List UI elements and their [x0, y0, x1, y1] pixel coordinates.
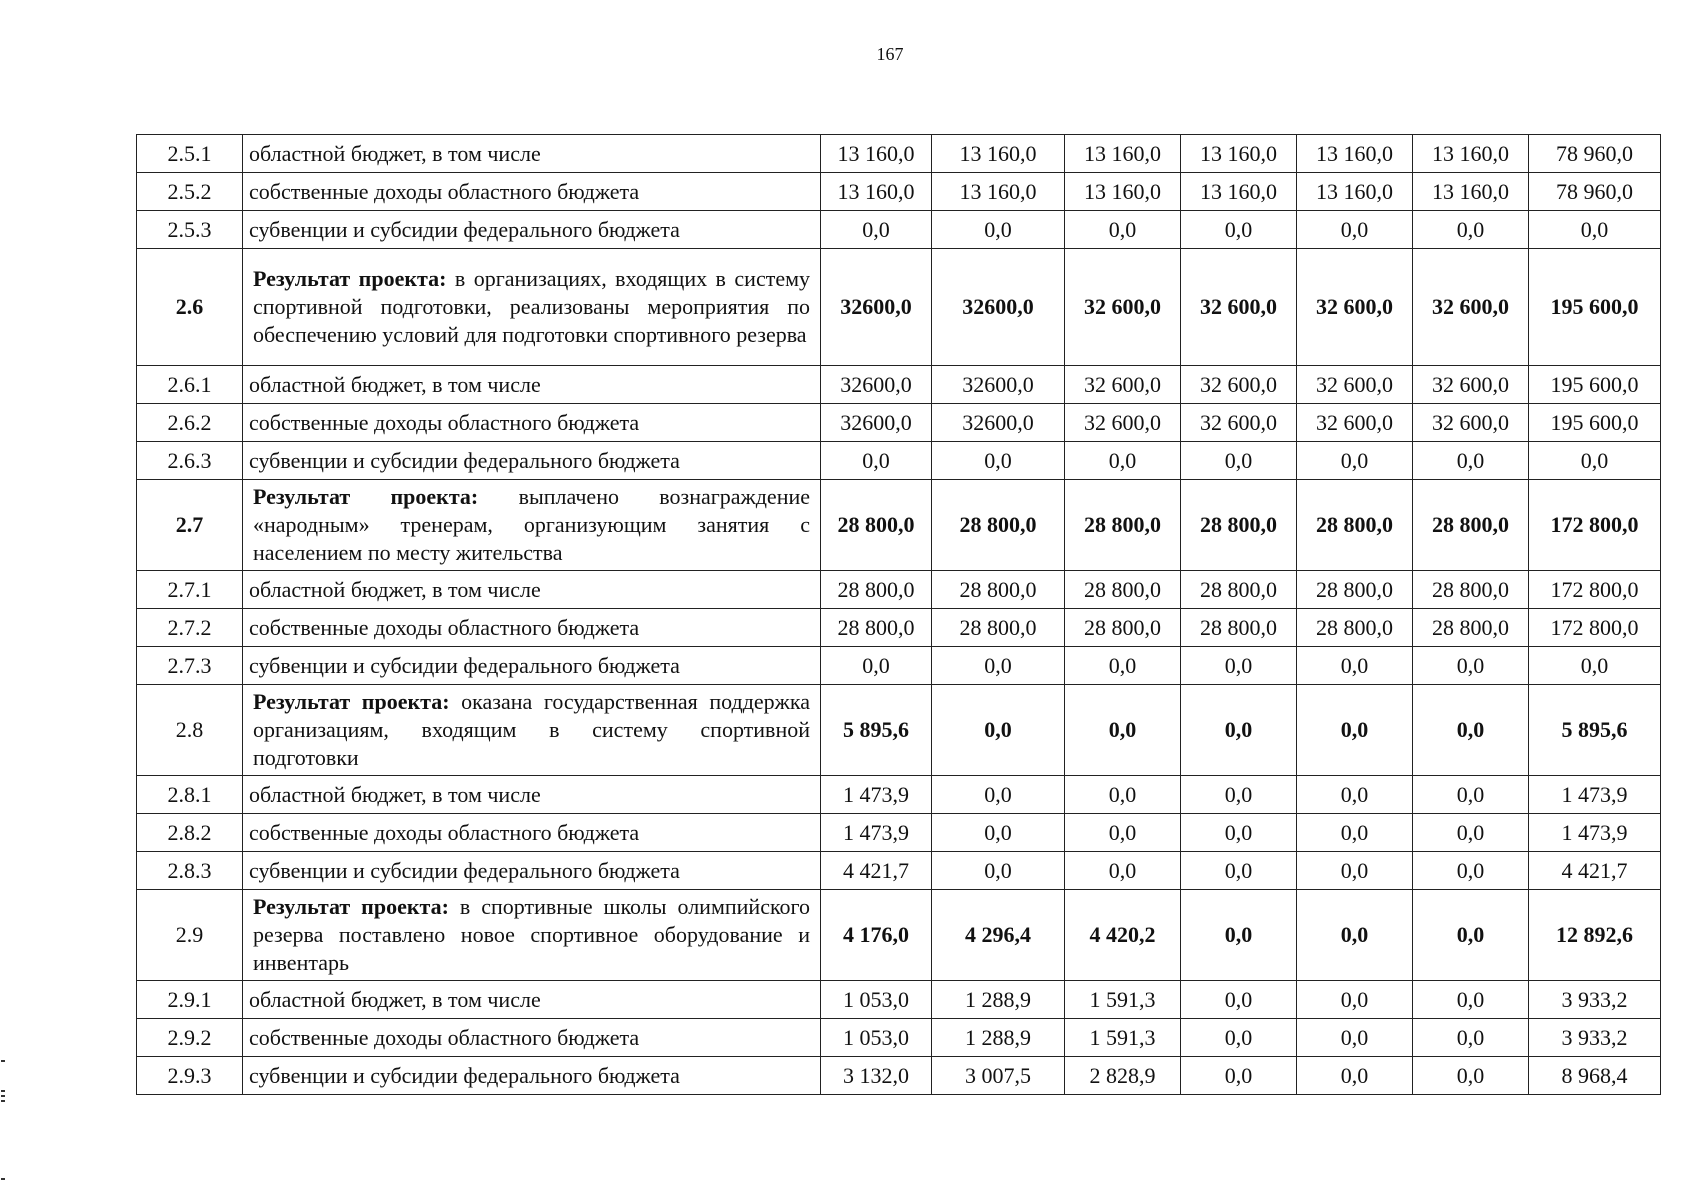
- value-cell: 32 600,0: [1065, 366, 1181, 404]
- value-cell: 28 800,0: [1181, 480, 1297, 571]
- row-code: 2.8.3: [137, 852, 243, 890]
- row-code: 2.7: [137, 480, 243, 571]
- value-cell: 32 600,0: [1297, 366, 1413, 404]
- row-description: [243, 480, 821, 571]
- value-cell: 4 296,4: [932, 890, 1065, 981]
- value-cell: 0,0: [1297, 852, 1413, 890]
- value-cell: 0,0: [932, 685, 1065, 776]
- value-cell: 0,0: [1297, 211, 1413, 249]
- row-code: 2.9.1: [137, 981, 243, 1019]
- value-cell: 195 600,0: [1529, 366, 1661, 404]
- row-description: [243, 685, 821, 776]
- value-cell: 0,0: [1529, 442, 1661, 480]
- value-cell: 0,0: [1413, 814, 1529, 852]
- value-cell: 0,0: [1181, 981, 1297, 1019]
- row-code: 2.8.1: [137, 776, 243, 814]
- value-cell: 4 420,2: [1065, 890, 1181, 981]
- value-cell: 32600,0: [821, 404, 932, 442]
- row-code: 2.9.2: [137, 1019, 243, 1057]
- value-cell: 32 600,0: [1065, 249, 1181, 366]
- value-cell: 0,0: [1181, 890, 1297, 981]
- result-text: оказана государственная поддержка организациям, входящим в систему спортивной подготовки: [253, 689, 810, 770]
- value-cell: 0,0: [1413, 1019, 1529, 1057]
- row-code: 2.5.2: [137, 173, 243, 211]
- value-cell: 32600,0: [932, 366, 1065, 404]
- value-cell: 0,0: [1297, 814, 1413, 852]
- value-cell: 195 600,0: [1529, 404, 1661, 442]
- row-code: 2.9.3: [137, 1057, 243, 1095]
- value-cell: 32 600,0: [1181, 404, 1297, 442]
- value-cell: 0,0: [1413, 442, 1529, 480]
- value-cell: 0,0: [1065, 647, 1181, 685]
- value-cell: 0,0: [1181, 776, 1297, 814]
- value-cell: 0,0: [1297, 890, 1413, 981]
- value-cell: 195 600,0: [1529, 249, 1661, 366]
- value-cell: 3 933,2: [1529, 1019, 1661, 1057]
- value-cell: 0,0: [1065, 211, 1181, 249]
- result-label: Результат проекта:: [253, 484, 479, 509]
- value-cell: 32 600,0: [1065, 404, 1181, 442]
- table-row: [137, 211, 1661, 249]
- row-description: областной бюджет, в том числе: [243, 366, 821, 404]
- table-row: [137, 776, 1661, 814]
- value-cell: 13 160,0: [1181, 173, 1297, 211]
- value-cell: 1 473,9: [1529, 776, 1661, 814]
- page-number: 167: [876, 44, 904, 64]
- row-description: [243, 249, 821, 366]
- result-label: Результат проекта:: [253, 894, 449, 919]
- value-cell: 28 800,0: [821, 571, 932, 609]
- row-description: собственные доходы областного бюджета: [243, 814, 821, 852]
- table-row: [137, 981, 1661, 1019]
- table-row: [137, 852, 1661, 890]
- value-cell: 4 421,7: [1529, 852, 1661, 890]
- value-cell: 28 800,0: [1297, 571, 1413, 609]
- value-cell: 13 160,0: [932, 173, 1065, 211]
- value-cell: 13 160,0: [932, 135, 1065, 173]
- row-description: [243, 890, 821, 981]
- row-description: областной бюджет, в том числе: [243, 776, 821, 814]
- table-row: [137, 404, 1661, 442]
- value-cell: 0,0: [1181, 685, 1297, 776]
- value-cell: 5 895,6: [1529, 685, 1661, 776]
- result-text: в организациях, входящих в систему спортивной подготовки, реализованы мероприятия по обеспечению условий для подготовки спортивного резерва: [253, 266, 811, 347]
- value-cell: 0,0: [1181, 852, 1297, 890]
- value-cell: 32 600,0: [1181, 366, 1297, 404]
- value-cell: 0,0: [1065, 852, 1181, 890]
- value-cell: 12 892,6: [1529, 890, 1661, 981]
- value-cell: 1 288,9: [932, 981, 1065, 1019]
- value-cell: 0,0: [1181, 814, 1297, 852]
- value-cell: 0,0: [1413, 852, 1529, 890]
- row-code: 2.6.2: [137, 404, 243, 442]
- value-cell: 1 053,0: [821, 981, 932, 1019]
- value-cell: 1 591,3: [1065, 1019, 1181, 1057]
- value-cell: 0,0: [1413, 647, 1529, 685]
- value-cell: 0,0: [932, 852, 1065, 890]
- value-cell: 13 160,0: [1065, 135, 1181, 173]
- value-cell: 32 600,0: [1181, 249, 1297, 366]
- row-code: 2.8: [137, 685, 243, 776]
- value-cell: 2 828,9: [1065, 1057, 1181, 1095]
- row-description: субвенции и субсидии федерального бюджета: [243, 211, 821, 249]
- value-cell: 28 800,0: [932, 480, 1065, 571]
- value-cell: 0,0: [932, 776, 1065, 814]
- value-cell: 0,0: [1529, 211, 1661, 249]
- value-cell: 1 591,3: [1065, 981, 1181, 1019]
- row-description: субвенции и субсидии федерального бюджета: [243, 647, 821, 685]
- value-cell: 0,0: [1413, 890, 1529, 981]
- table-row: [137, 442, 1661, 480]
- value-cell: 0,0: [932, 211, 1065, 249]
- value-cell: 28 800,0: [1065, 571, 1181, 609]
- value-cell: 1 053,0: [821, 1019, 932, 1057]
- value-cell: 28 800,0: [821, 480, 932, 571]
- table-row: [137, 135, 1661, 173]
- table-row: [137, 173, 1661, 211]
- value-cell: 1 473,9: [1529, 814, 1661, 852]
- table-row: [137, 366, 1661, 404]
- value-cell: 1 288,9: [932, 1019, 1065, 1057]
- value-cell: 0,0: [1297, 776, 1413, 814]
- table-row: [137, 571, 1661, 609]
- value-cell: 0,0: [1065, 776, 1181, 814]
- value-cell: 3 007,5: [932, 1057, 1065, 1095]
- table-row-result: [137, 890, 1661, 981]
- value-cell: 4 421,7: [821, 852, 932, 890]
- value-cell: 28 800,0: [1413, 609, 1529, 647]
- value-cell: 172 800,0: [1529, 609, 1661, 647]
- value-cell: 32600,0: [932, 249, 1065, 366]
- value-cell: 0,0: [1413, 685, 1529, 776]
- value-cell: 28 800,0: [1181, 571, 1297, 609]
- value-cell: 28 800,0: [1413, 571, 1529, 609]
- table-row: [137, 1057, 1661, 1095]
- value-cell: 0,0: [1181, 647, 1297, 685]
- row-code: 2.6: [137, 249, 243, 366]
- value-cell: 13 160,0: [1413, 173, 1529, 211]
- value-cell: 28 800,0: [1297, 609, 1413, 647]
- value-cell: 0,0: [932, 442, 1065, 480]
- value-cell: 8 968,4: [1529, 1057, 1661, 1095]
- value-cell: 78 960,0: [1529, 173, 1661, 211]
- row-description: областной бюджет, в том числе: [243, 981, 821, 1019]
- value-cell: 0,0: [1413, 776, 1529, 814]
- value-cell: 0,0: [932, 814, 1065, 852]
- row-code: 2.9: [137, 890, 243, 981]
- row-description: областной бюджет, в том числе: [243, 135, 821, 173]
- result-text: выплачено вознаграждение «народным» тренерам, организующим занятия с населением по месту жительства: [253, 484, 811, 565]
- row-description: собственные доходы областного бюджета: [243, 1019, 821, 1057]
- value-cell: 28 800,0: [932, 571, 1065, 609]
- row-code: 2.5.1: [137, 135, 243, 173]
- value-cell: 32 600,0: [1297, 249, 1413, 366]
- value-cell: 13 160,0: [1297, 173, 1413, 211]
- table-row-result: [137, 685, 1661, 776]
- value-cell: 13 160,0: [821, 135, 932, 173]
- row-code: 2.8.2: [137, 814, 243, 852]
- value-cell: 0,0: [1297, 1019, 1413, 1057]
- value-cell: 1 473,9: [821, 776, 932, 814]
- value-cell: 0,0: [1181, 1019, 1297, 1057]
- table-row: [137, 814, 1661, 852]
- table-row: [137, 609, 1661, 647]
- value-cell: 32 600,0: [1413, 249, 1529, 366]
- value-cell: 0,0: [821, 442, 932, 480]
- row-description: областной бюджет, в том числе: [243, 571, 821, 609]
- value-cell: 32600,0: [932, 404, 1065, 442]
- row-description: субвенции и субсидии федерального бюджета: [243, 852, 821, 890]
- value-cell: 0,0: [1413, 1057, 1529, 1095]
- row-description: субвенции и субсидии федерального бюджета: [243, 1057, 821, 1095]
- value-cell: 0,0: [1181, 1057, 1297, 1095]
- row-description: субвенции и субсидии федерального бюджета: [243, 442, 821, 480]
- result-text: в спортивные школы олимпийского резерва поставлено новое спортивное оборудование и инвентарь: [253, 894, 810, 975]
- budget-table: [136, 134, 1661, 1095]
- value-cell: 0,0: [821, 211, 932, 249]
- row-description: собственные доходы областного бюджета: [243, 609, 821, 647]
- value-cell: 5 895,6: [821, 685, 932, 776]
- value-cell: 32 600,0: [1413, 404, 1529, 442]
- value-cell: 0,0: [1413, 211, 1529, 249]
- value-cell: 32600,0: [821, 366, 932, 404]
- value-cell: 13 160,0: [1413, 135, 1529, 173]
- value-cell: 4 176,0: [821, 890, 932, 981]
- value-cell: 28 800,0: [932, 609, 1065, 647]
- value-cell: 1 473,9: [821, 814, 932, 852]
- value-cell: 3 933,2: [1529, 981, 1661, 1019]
- row-description: собственные доходы областного бюджета: [243, 173, 821, 211]
- row-code: 2.6.1: [137, 366, 243, 404]
- table-row: [137, 1019, 1661, 1057]
- result-label: Результат проекта:: [253, 266, 447, 291]
- value-cell: 28 800,0: [1065, 609, 1181, 647]
- value-cell: 13 160,0: [821, 173, 932, 211]
- result-label: Результат проекта:: [253, 689, 450, 714]
- value-cell: 172 800,0: [1529, 480, 1661, 571]
- value-cell: 32 600,0: [1297, 404, 1413, 442]
- table-row: [137, 647, 1661, 685]
- value-cell: 0,0: [1181, 211, 1297, 249]
- value-cell: 28 800,0: [1065, 480, 1181, 571]
- value-cell: 32 600,0: [1413, 366, 1529, 404]
- value-cell: 0,0: [932, 647, 1065, 685]
- value-cell: 0,0: [1297, 1057, 1413, 1095]
- scan-edge-marks: [1, 1060, 7, 1180]
- value-cell: 0,0: [1529, 647, 1661, 685]
- row-code: 2.7.1: [137, 571, 243, 609]
- row-code: 2.5.3: [137, 211, 243, 249]
- table-row-result: [137, 249, 1661, 366]
- row-description: собственные доходы областного бюджета: [243, 404, 821, 442]
- value-cell: 32600,0: [821, 249, 932, 366]
- row-code: 2.7.3: [137, 647, 243, 685]
- value-cell: 13 160,0: [1181, 135, 1297, 173]
- value-cell: 0,0: [1065, 685, 1181, 776]
- value-cell: 28 800,0: [1181, 609, 1297, 647]
- value-cell: 0,0: [1065, 814, 1181, 852]
- value-cell: 0,0: [1297, 647, 1413, 685]
- value-cell: 13 160,0: [1297, 135, 1413, 173]
- value-cell: 28 800,0: [1413, 480, 1529, 571]
- value-cell: 78 960,0: [1529, 135, 1661, 173]
- value-cell: 0,0: [1297, 442, 1413, 480]
- table-row-result: [137, 480, 1661, 571]
- value-cell: 0,0: [1181, 442, 1297, 480]
- value-cell: 172 800,0: [1529, 571, 1661, 609]
- value-cell: 28 800,0: [821, 609, 932, 647]
- value-cell: 0,0: [1297, 981, 1413, 1019]
- value-cell: 13 160,0: [1065, 173, 1181, 211]
- value-cell: 0,0: [1297, 685, 1413, 776]
- value-cell: 3 132,0: [821, 1057, 932, 1095]
- table-body: [137, 135, 1661, 1095]
- value-cell: 28 800,0: [1297, 480, 1413, 571]
- value-cell: 0,0: [1065, 442, 1181, 480]
- value-cell: 0,0: [821, 647, 932, 685]
- row-code: 2.7.2: [137, 609, 243, 647]
- row-code: 2.6.3: [137, 442, 243, 480]
- value-cell: 0,0: [1413, 981, 1529, 1019]
